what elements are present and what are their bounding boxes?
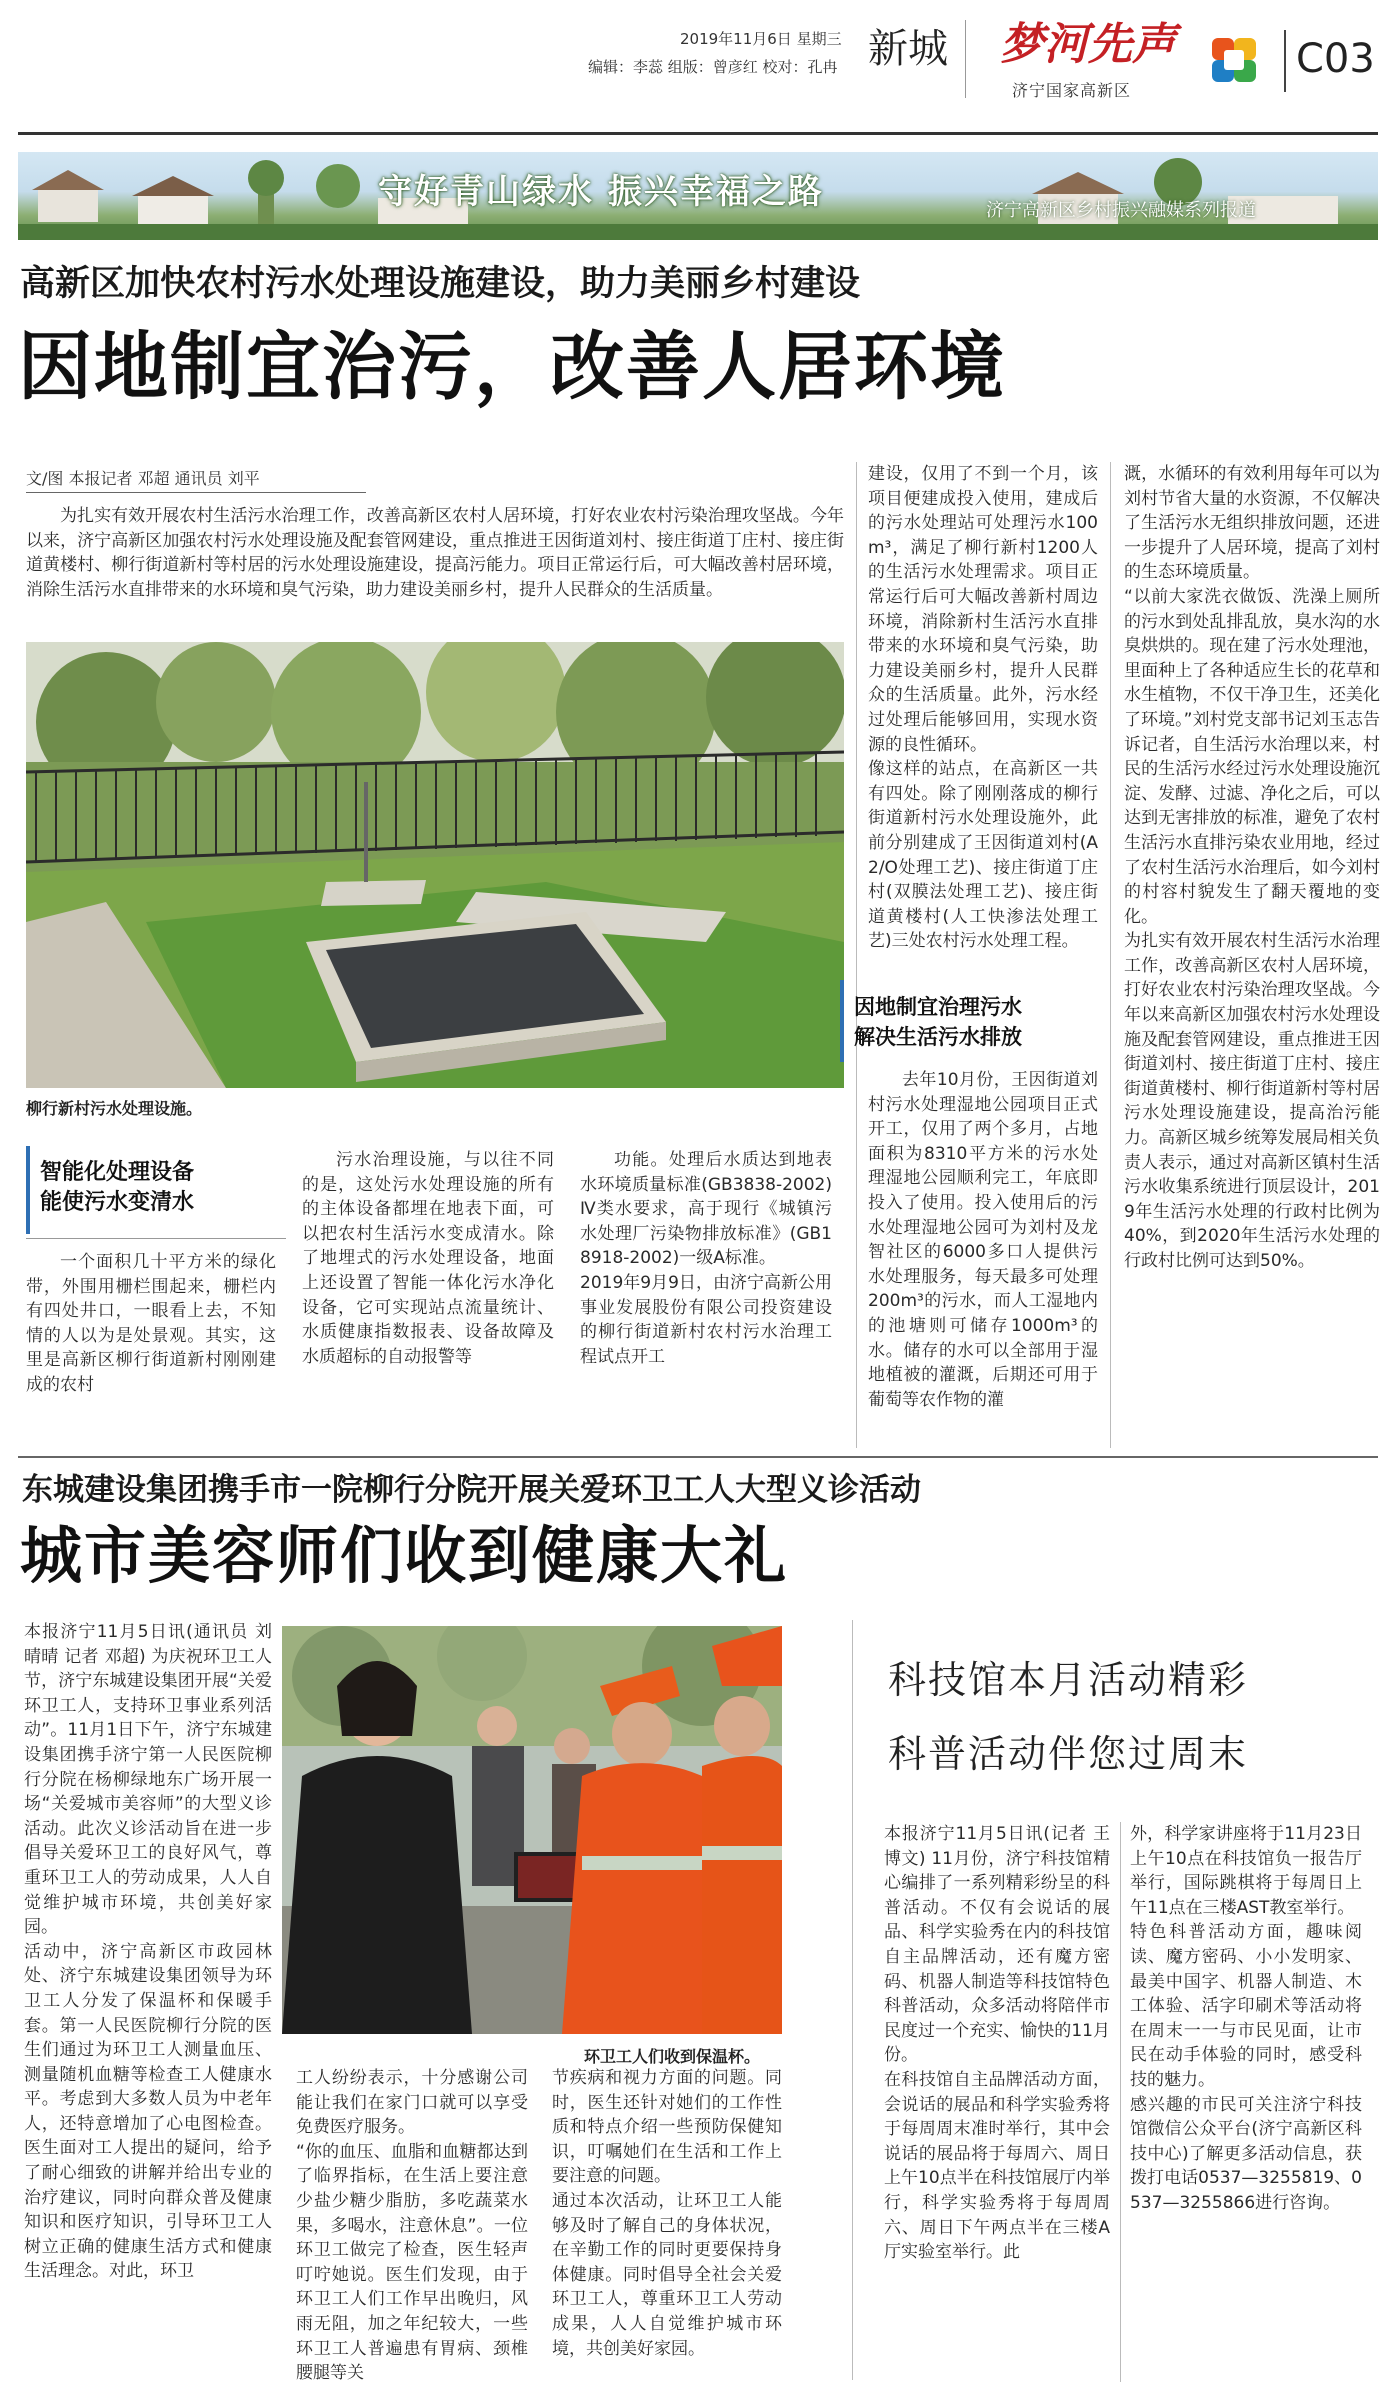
article1-byline: 文/图 本报记者 邓超 通讯员 刘平 [26,469,260,488]
article3-headline-2: 科普活动伴您过周末 [888,1732,1249,1776]
photo2-caption: 环卫工人们收到保温杯。 [584,2047,761,2066]
series-banner [18,152,1378,240]
subhead-smart-treatment: 智能化处理设备 能使污水变清水 [26,1146,290,1234]
date-line: 2019年11月6日 星期三 [680,30,842,48]
subhead-local-treatment: 因地制宜治理污水 解决生活污水排放 [840,980,1102,1062]
photo1-caption: 柳行新村污水处理设施。 [26,1099,203,1118]
article1-lead: 为扎实有效开展农村生活污水治理工作，改善高新区农村人居环境，打好农业农村污染治理攻坚战。今年以来，济宁高新区加强农村污水处理设施及配套管网建设，重点推进王因街道刘村、接庄街道丁庄村、接庄街道黄楼村、柳行街道新村等村居的污水处理设施建设，提高污能力。项目正常运行后，可大幅改善村居环境，消除生活污水直排带来的水环境和臭气污染，助力建设美丽乡村，提升人民群众的生活质量。 [26,506,844,600]
page-number: C03 [1296,36,1375,82]
sewage-facility-photo [26,642,844,1088]
logo-mark-icon [1210,36,1258,84]
article1-col5: 溉，水循环的有效利用每年可以为刘村节省大量的水资源，不仅解决了生活污水无组织排放问题，还进一步提升了人居环境，提高了刘村的生态环境质量。 “以前大家洗衣做饭、洗澡上厕所的污水到处乱排乱放，臭水沟的水臭烘烘的。现在建了污水处理池，里面种上了各种适应生长的花草和水生植物，不仅干净卫生，还美化了环境。”刘村党支部书记刘玉志告诉记者，自生活污水治理以来，村民的生活污水经过污水处理设施沉淀、发酵、过滤、净化之后，可以达到无害排放的标准，避免了农村生活污水直排污染农业用地，经过了农村生活污水治理后，如今刘村的村容村貌发生了翻天覆地的变化。 为扎实有效开展农村生活污水治理工作，改善高新区农村人居环境，打好农业农村污染治理攻坚战。今年以来高新区加强农村污水处理设施及配套管网建设，重点推进王因街道刘村、接庄街道丁庄村、接庄街道黄楼村、柳行街道新村等村居污水处理设施建设，提高治污能力。高新区城乡统筹发展局相关负责人表示，通过对高新区镇村生活污水收集系统进行顶层设计，2019年生活污水处理的行政村比例为40%，到2020年生活污水处理的行政村比例可达到50%。 [1124,464,1380,1271]
article2-kicker: 东城建设集团携手市一院柳行分院开展关爱环卫工人大型义诊活动 [22,1472,921,1508]
article3-col2: 外，科学家讲座将于11月23日上午10点在科技馆负一报告厅举行，国际跳棋将于每周日上午11点在三楼AST教室举行。 特色科普活动方面，趣味阅读、魔方密码、小小发明家、最美中国字、机器人制造、木工体验、活字印刷术等活动将在周末一一与市民见面，让市民在动手体验的同时，感受科技的魅力。 感兴趣的市民可关注济宁科技馆微信公众平台(济宁高新区科技中心)了解更多活动信息，获拨打电话0537—3255819、0537—3255866进行咨询。 [1130,1824,1362,2213]
article1-col1: 一个面积几十平方米的绿化带，外围用栅栏围起来，栅栏内有四处井口，一眼看上去，不知情的人以为是处景观。其实，这里是高新区柳行街道新村刚刚建成的农村 [26,1252,276,1395]
banner-series: 济宁高新区乡村振兴融媒系列报道 [986,200,1256,221]
editors-line: 编辑：李蕊 组版：曾彦红 校对：孔冉 [588,58,838,76]
paper-logo: 梦河先声 [1000,19,1176,70]
article1-col2: 污水治理设施，与以往不同的是，这处污水处理设施的所有的主体设备都埋在地表下面，可以把农村生活污水变成清水。除了地埋式的污水处理设备，地面上还设置了智能一体化污水净化设备，它可实现站点流量统计、水质健康指数报表、设备故障及水质超标的自动报警等 [302,1150,554,1367]
article3-headline-1: 科技馆本月活动精彩 [888,1658,1249,1702]
article1-col4-bottom: 去年10月份，王因街道刘村污水处理湿地公园项目正式开工，仅用了两个多月，占地面积为8310平方米的污水处理湿地公园顺利完工，年底即投入了使用。投入使用后的污水处理湿地公园可为刘村及龙智社区的6000多口人提供污水处理服务，每天最多可处理200m³的污水，而人工湿地内的池塘则可储存1000m³的水。储存的水可以全部用于湿地植被的灌溉，后期还可用于葡萄等农作物的灌 [868,1070,1098,1410]
paper-subtitle: 济宁国家高新区 [1012,81,1132,100]
article2-col1: 本报济宁11月5日讯(通讯员 刘晴晴 记者 邓超) 为庆祝环卫工人节，济宁东城建设集团开展“关爱环卫工人，支持环卫事业系列活动”。11月1日下午，济宁东城建设集团携手济宁第一人民医院柳行分院在杨柳绿地东广场开展一场“关爱城市美容师”的大型义诊活动。此次义诊活动旨在进一步倡导关爱环卫工的良好风气，尊重环卫工人的劳动成果，人人自觉维护城市环境，共创美好家园。 活动中，济宁高新区市政园林处、济宁东城建设集团领导为环卫工人分发了保温杯和保暖手套。第一人民医院柳行分院的医生们通过为环卫工人测量血压、测量随机血糖等检查工人健康水平。考虑到大多数人员为中老年人，还特意增加了心电图检查。医生面对工人提出的疑问，给予了耐心细致的讲解并给出专业的治疗建议，同时向群众普及健康知识和医疗知识，引导环卫工人树立正确的健康生活方式和健康生活理念。对此，环卫 [24,1622,272,2282]
article1-kicker: 高新区加快农村污水处理设施建设，助力美丽乡村建设 [20,264,861,304]
article3-col1: 本报济宁11月5日讯(记者 王博文) 11月份，济宁科技馆精心编排了一系列精彩纷呈的科普活动。不仅有会说话的展品、科学实验秀在内的科技馆自主品牌活动，还有魔方密码、机器人制造等科技馆特色科普活动，众多活动将陪伴市民度过一个充实、愉快的11月份。 在科技馆自主品牌活动方面，会说话的展品和科学实验秀将于每周周末准时举行，其中会说话的展品将于每周六、周日上午10点半在科技馆展厅内举行，科学实验秀将于每周周六、周日下午两点半在三楼A厅实验室举行。此 [884,1824,1110,2263]
article1-headline: 因地制宜治污，改善人居环境 [18,324,1006,410]
section-name: 新城 [868,26,948,72]
article2-col2: 工人纷纷表示，十分感谢公司能让我们在家门口就可以享受免费医疗服务。 “你的血压、血脂和血糖都达到了临界指标，在生活上要注意少盐少糖少脂肪，多吃蔬菜水果，多喝水，注意休息”。一位环卫工做完了检查，医生轻声叮咛她说。医生们发现，由于环卫工人们工作早出晚归，风雨无阻，加之年纪较大，一些环卫工人普遍患有胃病、颈椎腰腿等关 [296,2068,528,2384]
article1-col3: 功能。处理后水质达到地表水环境质量标准(GB3838-2002)Ⅳ类水要求，高于现行《城镇污水处理厂污染物排放标准》(GB18918-2002)一级A标准。 2019年9月9日，由济宁高新公用事业发展股份有限公司投资建设的柳行街道新村农村污水治理工程试点开工 [580,1150,832,1367]
article2-col3: 节疾病和视力方面的问题。同时，医生还针对她们的工作性质和特点介绍一些预防保健知识，叮嘱她们在生活和工作上要注意的问题。 通过本次活动，让环卫工人能够及时了解自己的身体状况，在辛勤工作的同时更要保持身体健康。同时倡导全社会关爱环卫工人，尊重环卫工人劳动成果，人人自觉维护城市环境，共创美好家园。 [552,2068,782,2359]
sanitation-workers-photo [282,1626,782,2034]
article1-col4-top: 建设，仅用了不到一个月，该项目便建成投入使用，建成后的污水处理站可处理污水100m³，满足了柳行新村1200人的生活污水处理需求。项目正常运行后可大幅改善新村周边环境，消除新村生活污水直排带来的水环境和臭气污染，助力建设美丽乡村，提升人民群众的生活质量。此外，污水经过处理后能够回用，实现水资源的良性循环。 像这样的站点，在高新区一共有四处。除了刚刚落成的柳行街道新村污水处理设施外，此前分别建成了王因街道刘村(A2/O处理工艺)、接庄街道丁庄村(双膜法处理工艺)、接庄街道黄楼村(人工快渗法处理工艺)三处农村污水处理工程。 [868,464,1098,952]
banner-slogan: 守好青山绿水 振兴幸福之路 [378,172,824,212]
article2-headline: 城市美容师们收到健康大礼 [20,1519,789,1592]
